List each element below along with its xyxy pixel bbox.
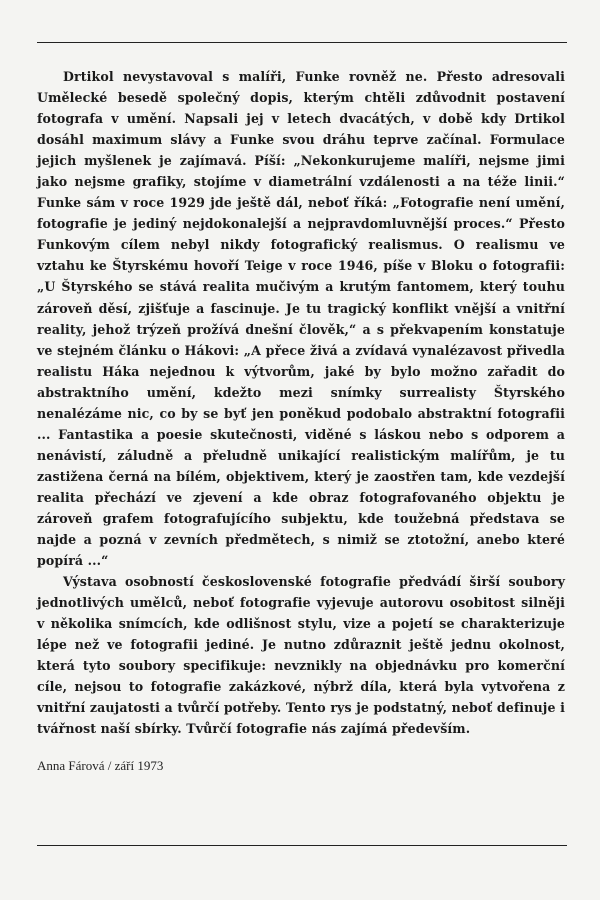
paragraph-2: Výstava osobností československé fotografie předvádí širší soubory jednotlivých umělců, neboť fotografie vyjevuje autorovu osobitost silněji v několika snímcích, kde odlišnost stylu, vize a pojetí se charakterizuje lépe než ve fotografii jediné. Je nutno zdůraznit ještě jednu okolnost, která tyto soubory specifikuje: nevznikly na objednávku pro komerční cíle, nejsou to fotografie zakázkové, nýbrž díla, která byla vytvořena z vnitřní zaujatosti a tvůrčí potřeby. Tento rys je podstatný, neboť definuje i tvářnost naší sbírky. Tvůrčí fotografie nás zajímá především.	[37, 574, 565, 737]
author-signature: Anna Fárová / září 1973	[37, 758, 164, 773]
paragraph-1: Drtikol nevystavoval s malíři, Funke rovněž ne. Přesto adresovali Umělecké besedě společný dopis, kterým chtěli zdůvodnit postavení fotografa v umění. Napsali jej v letech dvacátých, v době kdy Drtikol dosáhl maximum slávy a Funke svou dráhu teprve začínal. Formulace jejich myšlenek je zajímavá. Píší: „Nekonkurujeme malíři, nejsme jimi jako nejsme grafiky, stojíme v diametrální vzdálenosti a na téže linii.“ Funke sám v roce 1929 jde ještě dál, neboť říká: „Fotografie není umění, fotografie je jediný nejdokonalejší a nejpravdomluvnější proces.“ Přesto Funkovým cílem nebyl nikdy fotografický realismus. O realismu ve vztahu ke Štyrskému hovoří Teige v roce 1946, píše v Bloku o fotografii: „U Štyrského se stává realita mučivým a krutým fantomem, který touhu zároveň děsí, zjišťuje a fascinuje. Je tu tragický konflikt vnější a vnitřní reality, jehož trýzeň prožívá dnešní člověk,“ a s překvapením konstatuje ve stejném článku o Hákovi: „A přece živá a zvídavá vynalézavost přivedla realistu Háka nejednou k výtvorům, jaké by bylo možno zařadit do abstraktního umění, kdežto mezi snímky surrealisty Štyrského nenalézáme nic, co by se byť jen poněkud podobalo abstraktní fotografii ... Fantastika a poesie skutečnosti, viděné s láskou nebo s odporem a nenávistí, záludně a přeludně unikající realistickým malířům, je tu zastižena černá na bílém, objektivem, který je zaostřen tam, kde vezdejší realita přechází ve zjevení a kde obraz fotografovaného objektu je zároveň grafem fotografujícího subjektu, kde toužebná představa se najde a pozná v zevních předmětech, s nimiž se ztotožní, anebo které popírá ...“	[37, 69, 565, 569]
body-text	[37, 66, 565, 740]
top-rule	[37, 42, 567, 43]
bottom-rule	[37, 845, 567, 846]
